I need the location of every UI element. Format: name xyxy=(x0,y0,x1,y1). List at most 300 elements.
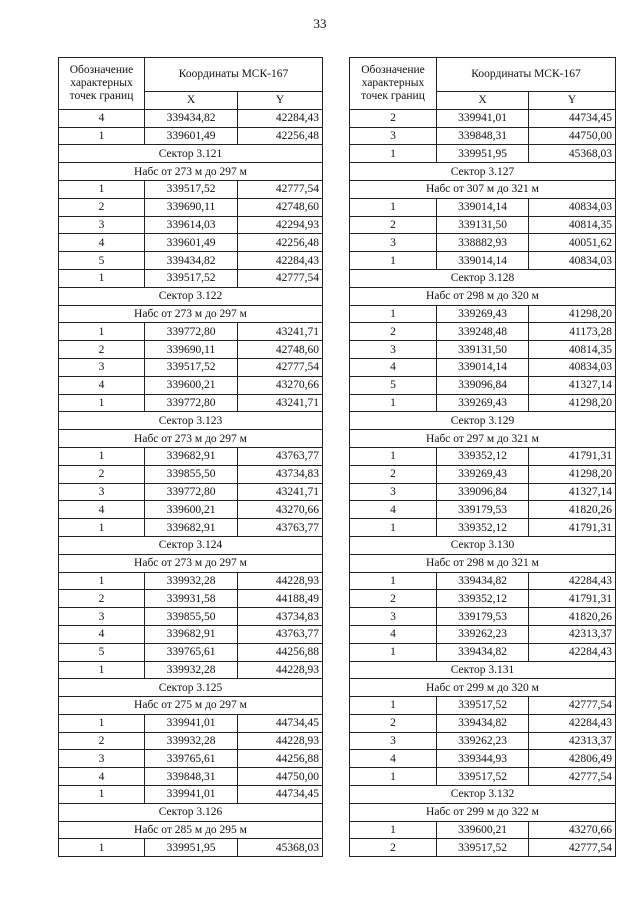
y-coordinate-cell: 42313,37 xyxy=(529,732,616,750)
point-number-cell: 4 xyxy=(350,625,437,643)
x-coordinate-cell: 339772,80 xyxy=(145,394,238,412)
point-number-cell: 2 xyxy=(59,341,145,359)
section-heading: Набс от 297 м до 321 м xyxy=(350,430,616,448)
y-coordinate-cell: 42294,93 xyxy=(238,216,323,234)
x-coordinate-cell: 339682,91 xyxy=(145,447,238,465)
x-coordinate-cell: 339434,82 xyxy=(437,714,529,732)
point-number-cell: 3 xyxy=(59,216,145,234)
table-row xyxy=(350,127,616,145)
point-number-cell: 4 xyxy=(350,750,437,768)
point-number-cell: 4 xyxy=(350,501,437,519)
section-row xyxy=(59,803,323,821)
y-coordinate-cell: 44256,88 xyxy=(238,643,323,661)
x-coordinate-cell: 339848,31 xyxy=(437,127,529,145)
point-number-cell: 1 xyxy=(350,145,437,163)
table-row xyxy=(350,714,616,732)
y-coordinate-cell: 42313,37 xyxy=(529,625,616,643)
table-row xyxy=(350,305,616,323)
point-number-cell: 3 xyxy=(350,483,437,501)
x-coordinate-cell: 339941,01 xyxy=(145,786,238,804)
table-row xyxy=(350,145,616,163)
y-coordinate-cell: 42284,43 xyxy=(529,572,616,590)
point-number-cell: 1 xyxy=(59,839,145,857)
y-coordinate-cell: 42284,43 xyxy=(529,714,616,732)
table-row xyxy=(59,786,323,804)
x-coordinate-cell: 339434,82 xyxy=(145,252,238,270)
x-coordinate-cell: 339601,49 xyxy=(145,234,238,252)
x-coordinate-cell: 339517,52 xyxy=(437,839,529,857)
table-row xyxy=(59,127,323,145)
y-coordinate-cell: 40814,35 xyxy=(529,216,616,234)
section-row xyxy=(350,287,616,305)
x-coordinate-cell: 339517,52 xyxy=(437,697,529,715)
section-row xyxy=(350,430,616,448)
y-coordinate-cell: 41327,14 xyxy=(529,376,616,394)
y-coordinate-cell: 44734,45 xyxy=(238,714,323,732)
y-coordinate-cell: 42256,48 xyxy=(238,234,323,252)
y-coordinate-cell: 44228,93 xyxy=(238,572,323,590)
table-row xyxy=(59,447,323,465)
x-coordinate-cell: 339690,11 xyxy=(145,341,238,359)
point-number-cell: 3 xyxy=(59,483,145,501)
x-coordinate-cell: 339932,28 xyxy=(145,572,238,590)
y-coordinate-cell: 43270,66 xyxy=(529,821,616,839)
table-row xyxy=(59,341,323,359)
point-number-cell: 3 xyxy=(59,608,145,626)
section-row xyxy=(350,554,616,572)
y-coordinate-cell: 42777,54 xyxy=(529,768,616,786)
x-coordinate-cell: 339855,50 xyxy=(145,465,238,483)
table-row xyxy=(350,501,616,519)
x-coordinate-cell: 339014,14 xyxy=(437,252,529,270)
point-number-cell: 1 xyxy=(350,697,437,715)
table-body-left xyxy=(59,109,323,856)
point-number-cell: 1 xyxy=(350,305,437,323)
y-coordinate-cell: 42777,54 xyxy=(529,697,616,715)
point-number-cell: 1 xyxy=(59,661,145,679)
x-coordinate-cell: 339131,50 xyxy=(437,341,529,359)
section-heading: Сектор 3.128 xyxy=(350,269,616,287)
section-heading: Набс от 285 м до 295 м xyxy=(59,821,323,839)
x-coordinate-cell: 339269,43 xyxy=(437,305,529,323)
y-coordinate-cell: 41298,20 xyxy=(529,394,616,412)
section-heading: Набс от 299 м до 322 м xyxy=(350,803,616,821)
table-row xyxy=(59,323,323,341)
point-number-cell: 1 xyxy=(350,643,437,661)
y-coordinate-cell: 42284,43 xyxy=(529,643,616,661)
table-row xyxy=(350,483,616,501)
point-number-cell: 4 xyxy=(59,625,145,643)
section-heading: Набс от 298 м до 320 м xyxy=(350,287,616,305)
x-coordinate-cell: 339179,53 xyxy=(437,501,529,519)
x-coordinate-cell: 339517,52 xyxy=(437,768,529,786)
table-row xyxy=(350,358,616,376)
table-row xyxy=(59,643,323,661)
y-coordinate-cell: 44750,00 xyxy=(238,768,323,786)
table-row xyxy=(350,341,616,359)
table-row xyxy=(350,519,616,537)
section-row xyxy=(59,145,323,163)
table-row xyxy=(59,252,323,270)
table-row xyxy=(59,714,323,732)
table-row xyxy=(59,269,323,287)
y-coordinate-cell: 43734,83 xyxy=(238,465,323,483)
y-coordinate-cell: 43241,71 xyxy=(238,323,323,341)
column-header-coordinates: Координаты МСК-167 xyxy=(437,58,616,92)
x-coordinate-cell: 339352,12 xyxy=(437,447,529,465)
section-heading: Сектор 3.126 xyxy=(59,803,323,821)
table-row xyxy=(350,643,616,661)
table-row xyxy=(350,447,616,465)
section-row xyxy=(350,536,616,554)
point-number-cell: 2 xyxy=(350,465,437,483)
x-coordinate-cell: 339344,93 xyxy=(437,750,529,768)
table-row xyxy=(59,109,323,127)
section-row xyxy=(350,412,616,430)
table-row xyxy=(59,376,323,394)
x-coordinate-cell: 339772,80 xyxy=(145,483,238,501)
x-coordinate-cell: 339434,82 xyxy=(437,572,529,590)
y-coordinate-cell: 42777,54 xyxy=(238,269,323,287)
point-number-cell: 1 xyxy=(350,572,437,590)
x-coordinate-cell: 339600,21 xyxy=(437,821,529,839)
y-coordinate-cell: 44734,45 xyxy=(529,109,616,127)
point-number-cell: 1 xyxy=(59,572,145,590)
point-number-cell: 1 xyxy=(59,394,145,412)
y-coordinate-cell: 42748,60 xyxy=(238,198,323,216)
y-coordinate-cell: 42777,54 xyxy=(529,839,616,857)
point-number-cell: 4 xyxy=(59,109,145,127)
table-row xyxy=(59,839,323,857)
point-number-cell: 1 xyxy=(59,323,145,341)
point-number-cell: 1 xyxy=(350,447,437,465)
section-row xyxy=(59,536,323,554)
x-coordinate-cell: 339600,21 xyxy=(145,501,238,519)
point-number-cell: 1 xyxy=(59,786,145,804)
point-number-cell: 1 xyxy=(59,519,145,537)
table-row xyxy=(350,234,616,252)
table-row xyxy=(350,697,616,715)
section-row xyxy=(59,697,323,715)
table-row xyxy=(59,198,323,216)
table-row xyxy=(59,732,323,750)
x-coordinate-cell: 339517,52 xyxy=(145,269,238,287)
x-coordinate-cell: 339932,28 xyxy=(145,661,238,679)
table-row xyxy=(350,625,616,643)
column-header-x: X xyxy=(437,92,529,110)
point-number-cell: 2 xyxy=(350,109,437,127)
y-coordinate-cell: 44256,88 xyxy=(238,750,323,768)
x-coordinate-cell: 339941,01 xyxy=(145,714,238,732)
x-coordinate-cell: 339951,95 xyxy=(437,145,529,163)
section-heading: Набс от 273 м до 297 м xyxy=(59,554,323,572)
column-header-y: Y xyxy=(529,92,616,110)
y-coordinate-cell: 40834,03 xyxy=(529,252,616,270)
table-row xyxy=(350,109,616,127)
section-row xyxy=(59,430,323,448)
point-number-cell: 1 xyxy=(59,180,145,198)
point-number-cell: 3 xyxy=(350,732,437,750)
y-coordinate-cell: 42777,54 xyxy=(238,180,323,198)
table-row xyxy=(59,750,323,768)
table-row xyxy=(59,180,323,198)
x-coordinate-cell: 339352,12 xyxy=(437,590,529,608)
section-heading: Сектор 3.125 xyxy=(59,679,323,697)
section-heading: Набс от 307 м до 321 м xyxy=(350,180,616,198)
x-coordinate-cell: 339096,84 xyxy=(437,483,529,501)
table-row xyxy=(59,590,323,608)
point-number-cell: 1 xyxy=(350,768,437,786)
section-heading: Сектор 3.127 xyxy=(350,163,616,181)
y-coordinate-cell: 42284,43 xyxy=(238,109,323,127)
x-coordinate-cell: 339262,23 xyxy=(437,732,529,750)
x-coordinate-cell: 339690,11 xyxy=(145,198,238,216)
point-number-cell: 2 xyxy=(59,198,145,216)
y-coordinate-cell: 44188,49 xyxy=(238,590,323,608)
section-row xyxy=(59,554,323,572)
point-number-cell: 2 xyxy=(59,590,145,608)
y-coordinate-cell: 42256,48 xyxy=(238,127,323,145)
table-row xyxy=(350,198,616,216)
section-heading: Сектор 3.129 xyxy=(350,412,616,430)
table-row xyxy=(350,376,616,394)
point-number-cell: 1 xyxy=(350,519,437,537)
y-coordinate-cell: 40814,35 xyxy=(529,341,616,359)
column-header-points: Обозначение характерных точек границ xyxy=(59,58,145,110)
coordinates-table-left xyxy=(58,57,323,857)
section-row xyxy=(59,679,323,697)
section-heading: Набс от 273 м до 297 м xyxy=(59,163,323,181)
y-coordinate-cell: 41298,20 xyxy=(529,305,616,323)
section-row xyxy=(59,821,323,839)
x-coordinate-cell: 339248,48 xyxy=(437,323,529,341)
point-number-cell: 5 xyxy=(59,643,145,661)
table-row xyxy=(350,572,616,590)
section-row xyxy=(350,786,616,804)
point-number-cell: 3 xyxy=(350,127,437,145)
table-row xyxy=(59,483,323,501)
x-coordinate-cell: 339179,53 xyxy=(437,608,529,626)
column-header-y: Y xyxy=(238,92,323,110)
y-coordinate-cell: 40051,62 xyxy=(529,234,616,252)
section-heading: Сектор 3.124 xyxy=(59,536,323,554)
x-coordinate-cell: 339682,91 xyxy=(145,519,238,537)
point-number-cell: 3 xyxy=(350,341,437,359)
point-number-cell: 2 xyxy=(350,216,437,234)
x-coordinate-cell: 339014,14 xyxy=(437,358,529,376)
column-header-x: X xyxy=(145,92,238,110)
x-coordinate-cell: 339951,95 xyxy=(145,839,238,857)
point-number-cell: 3 xyxy=(350,234,437,252)
y-coordinate-cell: 41791,31 xyxy=(529,519,616,537)
section-heading: Сектор 3.121 xyxy=(59,145,323,163)
y-coordinate-cell: 42777,54 xyxy=(238,358,323,376)
point-number-cell: 5 xyxy=(59,252,145,270)
y-coordinate-cell: 43241,71 xyxy=(238,483,323,501)
point-number-cell: 4 xyxy=(59,234,145,252)
table-row xyxy=(350,394,616,412)
point-number-cell: 4 xyxy=(59,376,145,394)
table-row xyxy=(350,839,616,857)
y-coordinate-cell: 41173,28 xyxy=(529,323,616,341)
table-row xyxy=(59,234,323,252)
y-coordinate-cell: 45368,03 xyxy=(529,145,616,163)
x-coordinate-cell: 339765,61 xyxy=(145,643,238,661)
section-heading: Набс от 298 м до 321 м xyxy=(350,554,616,572)
table-row xyxy=(59,465,323,483)
point-number-cell: 3 xyxy=(350,608,437,626)
x-coordinate-cell: 339614,03 xyxy=(145,216,238,234)
x-coordinate-cell: 339855,50 xyxy=(145,608,238,626)
section-row xyxy=(350,803,616,821)
x-coordinate-cell: 339941,01 xyxy=(437,109,529,127)
x-coordinate-cell: 339848,31 xyxy=(145,768,238,786)
section-heading: Набс от 299 м до 320 м xyxy=(350,679,616,697)
section-heading: Сектор 3.130 xyxy=(350,536,616,554)
point-number-cell: 5 xyxy=(350,376,437,394)
x-coordinate-cell: 339600,21 xyxy=(145,376,238,394)
y-coordinate-cell: 43270,66 xyxy=(238,501,323,519)
y-coordinate-cell: 41820,26 xyxy=(529,501,616,519)
point-number-cell: 2 xyxy=(350,839,437,857)
section-row xyxy=(350,679,616,697)
table-row xyxy=(350,821,616,839)
table-row xyxy=(59,572,323,590)
y-coordinate-cell: 44750,00 xyxy=(529,127,616,145)
point-number-cell: 1 xyxy=(350,252,437,270)
x-coordinate-cell: 339931,58 xyxy=(145,590,238,608)
table-row xyxy=(350,768,616,786)
y-coordinate-cell: 42806,49 xyxy=(529,750,616,768)
table-row xyxy=(350,590,616,608)
x-coordinate-cell: 339765,61 xyxy=(145,750,238,768)
x-coordinate-cell: 339131,50 xyxy=(437,216,529,234)
point-number-cell: 2 xyxy=(350,590,437,608)
y-coordinate-cell: 43763,77 xyxy=(238,519,323,537)
x-coordinate-cell: 339352,12 xyxy=(437,519,529,537)
section-heading: Набс от 273 м до 297 м xyxy=(59,430,323,448)
section-heading: Сектор 3.132 xyxy=(350,786,616,804)
point-number-cell: 3 xyxy=(59,358,145,376)
point-number-cell: 2 xyxy=(59,465,145,483)
y-coordinate-cell: 44228,93 xyxy=(238,732,323,750)
table-row xyxy=(350,608,616,626)
section-heading: Набс от 275 м до 297 м xyxy=(59,697,323,715)
x-coordinate-cell: 339434,82 xyxy=(437,643,529,661)
point-number-cell: 2 xyxy=(350,714,437,732)
y-coordinate-cell: 40834,03 xyxy=(529,198,616,216)
table-row xyxy=(350,750,616,768)
section-heading: Сектор 3.131 xyxy=(350,661,616,679)
column-header-points: Обозначение характерных точек границ xyxy=(350,58,437,110)
table-row xyxy=(59,625,323,643)
table-row xyxy=(59,768,323,786)
point-number-cell: 4 xyxy=(59,768,145,786)
table-row xyxy=(350,252,616,270)
y-coordinate-cell: 44734,45 xyxy=(238,786,323,804)
coordinates-table-right xyxy=(349,57,616,857)
y-coordinate-cell: 45368,03 xyxy=(238,839,323,857)
section-row xyxy=(59,412,323,430)
section-heading: Сектор 3.123 xyxy=(59,412,323,430)
x-coordinate-cell: 339682,91 xyxy=(145,625,238,643)
x-coordinate-cell: 339932,28 xyxy=(145,732,238,750)
table-row xyxy=(350,323,616,341)
column-header-coordinates: Координаты МСК-167 xyxy=(145,58,323,92)
section-row xyxy=(59,163,323,181)
point-number-cell: 4 xyxy=(59,501,145,519)
x-coordinate-cell: 339262,23 xyxy=(437,625,529,643)
section-heading: Сектор 3.122 xyxy=(59,287,323,305)
section-row xyxy=(350,269,616,287)
x-coordinate-cell: 339014,14 xyxy=(437,198,529,216)
table-row xyxy=(59,358,323,376)
table-row xyxy=(350,465,616,483)
x-coordinate-cell: 339269,43 xyxy=(437,465,529,483)
point-number-cell: 1 xyxy=(350,198,437,216)
point-number-cell: 1 xyxy=(59,447,145,465)
table-row xyxy=(59,661,323,679)
section-row xyxy=(59,287,323,305)
point-number-cell: 1 xyxy=(350,821,437,839)
section-row xyxy=(350,661,616,679)
table-row xyxy=(59,519,323,537)
table-row xyxy=(59,394,323,412)
y-coordinate-cell: 42748,60 xyxy=(238,341,323,359)
section-row xyxy=(59,305,323,323)
table-body-right xyxy=(350,109,616,856)
point-number-cell: 4 xyxy=(350,358,437,376)
page-number: 33 xyxy=(313,16,327,31)
section-row xyxy=(350,163,616,181)
table-row xyxy=(59,501,323,519)
y-coordinate-cell: 41791,31 xyxy=(529,447,616,465)
point-number-cell: 3 xyxy=(59,750,145,768)
table-row xyxy=(350,732,616,750)
table-row xyxy=(59,216,323,234)
y-coordinate-cell: 43763,77 xyxy=(238,447,323,465)
x-coordinate-cell: 339601,49 xyxy=(145,127,238,145)
section-heading: Набс от 273 м до 297 м xyxy=(59,305,323,323)
y-coordinate-cell: 43270,66 xyxy=(238,376,323,394)
point-number-cell: 2 xyxy=(59,732,145,750)
y-coordinate-cell: 43734,83 xyxy=(238,608,323,626)
point-number-cell: 1 xyxy=(59,269,145,287)
y-coordinate-cell: 43241,71 xyxy=(238,394,323,412)
table-row xyxy=(350,216,616,234)
x-coordinate-cell: 339772,80 xyxy=(145,323,238,341)
table-row xyxy=(59,608,323,626)
x-coordinate-cell: 339096,84 xyxy=(437,376,529,394)
point-number-cell: 2 xyxy=(350,323,437,341)
point-number-cell: 1 xyxy=(350,394,437,412)
y-coordinate-cell: 41327,14 xyxy=(529,483,616,501)
point-number-cell: 1 xyxy=(59,127,145,145)
x-coordinate-cell: 338882,93 xyxy=(437,234,529,252)
x-coordinate-cell: 339434,82 xyxy=(145,109,238,127)
y-coordinate-cell: 43763,77 xyxy=(238,625,323,643)
y-coordinate-cell: 42284,43 xyxy=(238,252,323,270)
point-number-cell: 1 xyxy=(59,714,145,732)
x-coordinate-cell: 339517,52 xyxy=(145,358,238,376)
y-coordinate-cell: 41791,31 xyxy=(529,590,616,608)
y-coordinate-cell: 44228,93 xyxy=(238,661,323,679)
y-coordinate-cell: 41298,20 xyxy=(529,465,616,483)
section-row xyxy=(350,180,616,198)
x-coordinate-cell: 339269,43 xyxy=(437,394,529,412)
y-coordinate-cell: 40834,03 xyxy=(529,358,616,376)
x-coordinate-cell: 339517,52 xyxy=(145,180,238,198)
